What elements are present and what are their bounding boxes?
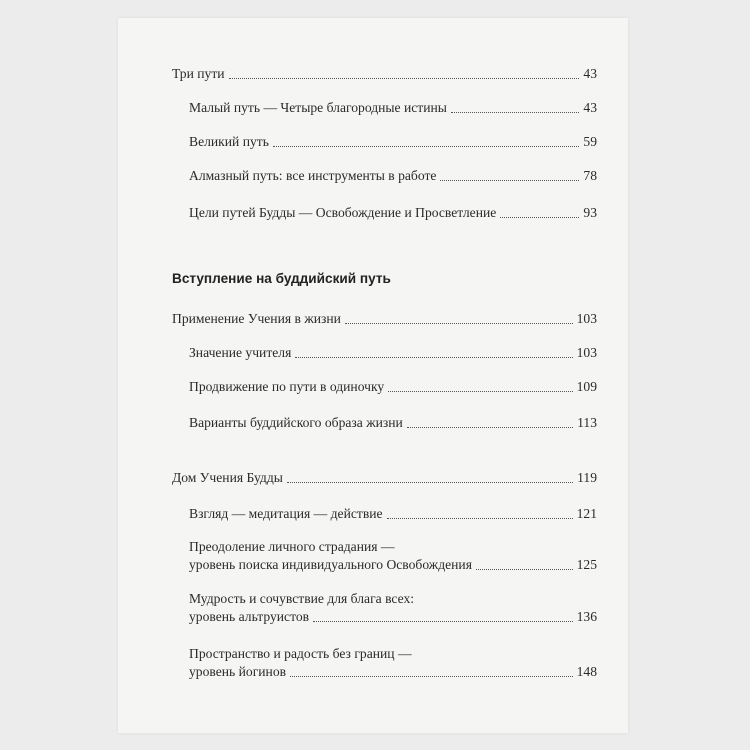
toc-entry-page: 125	[576, 557, 597, 572]
toc-entry-page: 43	[583, 100, 597, 115]
toc-entry-page: 78	[583, 168, 597, 183]
dot-leader	[313, 620, 573, 622]
toc-entry-page: 136	[576, 609, 597, 624]
toc-entry	[189, 345, 597, 361]
dot-leader	[440, 179, 579, 181]
toc-entry-title: Применение Учения в жизни	[172, 311, 341, 326]
dot-leader	[388, 390, 572, 392]
toc-entry-wrapped	[189, 645, 597, 681]
toc-entry-title-line2: уровень йогинов	[189, 664, 287, 679]
toc-entry-page: 113	[577, 415, 597, 430]
section-heading: Вступление на буддийский путь	[172, 271, 391, 286]
toc-entry-page: 119	[577, 470, 597, 485]
toc-entry-wrapped	[189, 538, 597, 574]
toc-entry-page: 43	[583, 66, 597, 81]
toc-entry	[189, 379, 597, 395]
toc-entry	[189, 415, 597, 431]
toc-entry	[172, 311, 597, 327]
dot-leader	[295, 356, 572, 358]
toc-entry-title: Алмазный путь: все инструменты в работе	[189, 168, 437, 183]
toc-entry-page: 121	[576, 506, 597, 521]
toc-entry-title: Взгляд — медитация — действие	[189, 506, 383, 521]
toc-entry-title: Цели путей Будды — Освобождение и Просветление	[189, 205, 497, 220]
toc-entry-title: Продвижение по пути в одиночку	[189, 379, 385, 394]
dot-leader	[387, 517, 573, 519]
toc-entry-title: Варианты буддийского образа жизни	[189, 415, 403, 430]
toc-entry-page: 93	[583, 205, 597, 220]
toc-entry-title-line1: Преодоление личного страдания —	[189, 539, 395, 554]
toc-entry-page: 103	[576, 345, 597, 360]
toc-entry-page: 148	[576, 664, 597, 679]
dot-leader	[407, 426, 573, 428]
dot-leader	[345, 322, 573, 324]
dot-leader	[229, 77, 580, 79]
toc-entry-title: Дом Учения Будды	[172, 470, 283, 485]
toc-entry	[172, 470, 597, 486]
toc-entry	[189, 134, 597, 150]
dot-leader	[273, 145, 579, 147]
toc-entry	[189, 100, 597, 116]
dot-leader	[500, 216, 579, 218]
toc-entry-page: 109	[576, 379, 597, 394]
toc-entry-title: Три пути	[172, 66, 225, 81]
toc-entry-page: 103	[576, 311, 597, 326]
toc-entry-title-line1: Пространство и радость без границ —	[189, 646, 412, 661]
dot-leader	[451, 111, 579, 113]
dot-leader	[476, 568, 573, 570]
toc-entry-title-line2: уровень поиска индивидуального Освобождения	[189, 557, 472, 572]
toc-entry	[172, 66, 597, 82]
toc-entry-title-line1: Мудрость и сочувствие для блага всех:	[189, 591, 415, 606]
toc-entry-title: Великий путь	[189, 134, 269, 149]
toc-entry-title: Значение учителя	[189, 345, 292, 360]
toc-entry-title: Малый путь — Четыре благородные истины	[189, 100, 447, 115]
toc-entry-page: 59	[583, 134, 597, 149]
dot-leader	[287, 481, 573, 483]
toc-entry	[189, 168, 597, 184]
toc-entry	[189, 205, 597, 221]
dot-leader	[290, 675, 573, 677]
toc-entry-title-line2: уровень альтруистов	[189, 609, 310, 624]
toc-entry-wrapped	[189, 590, 597, 626]
toc-entry	[189, 506, 597, 522]
